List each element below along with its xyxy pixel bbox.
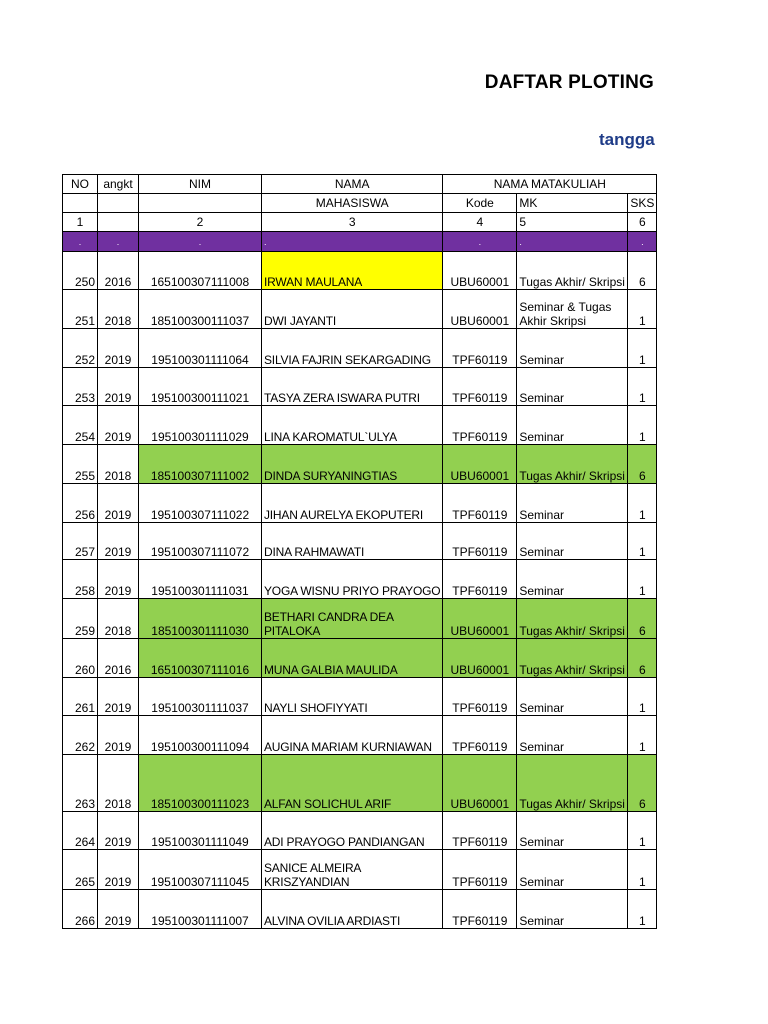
row-angkt: 2018 — [98, 755, 139, 812]
row-nama: TASYA ZERA ISWARA PUTRI — [262, 368, 443, 406]
row-kode: UBU60001 — [443, 445, 517, 484]
row-sks: 6 — [628, 599, 657, 639]
row-nim: 195100301111037 — [139, 678, 262, 716]
row-nim: 165100307111016 — [139, 639, 262, 678]
row-angkt: 2019 — [98, 890, 139, 929]
row-nama: YOGA WISNU PRIYO PRAYOGO — [262, 560, 443, 599]
row-nim: 195100307111022 — [139, 484, 262, 523]
row-mk: Seminar — [517, 523, 628, 560]
header-sks: SKS — [628, 194, 657, 213]
row-mk: Tugas Akhir/ Skripsi — [517, 755, 628, 812]
table-row — [63, 599, 657, 639]
header-nama-line2: MAHASISWA — [262, 194, 443, 213]
table-row — [63, 329, 657, 368]
row-sks: 1 — [628, 890, 657, 929]
ploting-table — [62, 174, 657, 929]
row-kode: TPF60119 — [443, 484, 517, 523]
table-row — [63, 812, 657, 850]
row-kode: UBU60001 — [443, 252, 517, 290]
header-no: NO — [63, 175, 98, 194]
row-nim: 165100307111008 — [139, 252, 262, 290]
row-sks: 1 — [628, 812, 657, 850]
row-no: 250 — [63, 252, 98, 290]
row-nama: ALFAN SOLICHUL ARIF — [262, 755, 443, 812]
row-sks: 6 — [628, 639, 657, 678]
header-angkt: angkt — [98, 175, 139, 194]
row-mk: Seminar — [517, 678, 628, 716]
table-row — [63, 523, 657, 560]
colnum-empty — [98, 213, 139, 232]
row-kode: TPF60119 — [443, 560, 517, 599]
row-no: 263 — [63, 755, 98, 812]
row-kode: TPF60119 — [443, 890, 517, 929]
row-nim: 185100300111023 — [139, 755, 262, 812]
separator-dot: . — [262, 232, 443, 252]
row-no: 258 — [63, 560, 98, 599]
row-nama: NAYLI SHOFIYYATI — [262, 678, 443, 716]
row-no: 255 — [63, 445, 98, 484]
row-nim: 195100307111045 — [139, 850, 262, 890]
header-nim: NIM — [139, 175, 262, 194]
row-nama: LINA KAROMATUL`ULYA — [262, 406, 443, 445]
row-no: 252 — [63, 329, 98, 368]
row-no: 256 — [63, 484, 98, 523]
row-nama: DINA RAHMAWATI — [262, 523, 443, 560]
row-sks: 1 — [628, 329, 657, 368]
row-no: 253 — [63, 368, 98, 406]
table-row — [63, 560, 657, 599]
row-angkt: 2019 — [98, 716, 139, 755]
table-row — [63, 850, 657, 890]
row-angkt: 2019 — [98, 812, 139, 850]
header-matakuliah: NAMA MATAKULIAH — [443, 175, 657, 194]
row-sks: 1 — [628, 406, 657, 445]
row-nim: 195100307111072 — [139, 523, 262, 560]
separator-row — [63, 232, 657, 252]
row-nama: SILVIA FAJRIN SEKARGADING — [262, 329, 443, 368]
table-row — [63, 368, 657, 406]
colnum-nim: 2 — [139, 213, 262, 232]
row-mk: Tugas Akhir/ Skripsi — [517, 252, 628, 290]
row-sks: 1 — [628, 716, 657, 755]
row-nama: MUNA GALBIA MAULIDA — [262, 639, 443, 678]
row-mk: Seminar — [517, 329, 628, 368]
row-kode: TPF60119 — [443, 406, 517, 445]
row-mk: Seminar — [517, 716, 628, 755]
row-nama: ADI PRAYOGO PANDIANGAN — [262, 812, 443, 850]
row-angkt: 2018 — [98, 445, 139, 484]
header-nama-line1: NAMA — [262, 175, 443, 194]
row-nama: AUGINA MARIAM KURNIAWAN — [262, 716, 443, 755]
table-row — [63, 890, 657, 929]
table-row — [63, 755, 657, 812]
row-no: 254 — [63, 406, 98, 445]
row-mk: Tugas Akhir/ Skripsi — [517, 445, 628, 484]
row-angkt: 2019 — [98, 368, 139, 406]
row-sks: 1 — [628, 523, 657, 560]
row-sks: 1 — [628, 560, 657, 599]
row-nim: 195100301111007 — [139, 890, 262, 929]
row-nama: DWI JAYANTI — [262, 290, 443, 329]
row-angkt: 2018 — [98, 290, 139, 329]
header-mk: MK — [517, 194, 628, 213]
row-no: 261 — [63, 678, 98, 716]
header-number-row — [63, 213, 657, 232]
row-mk: Seminar — [517, 368, 628, 406]
table-row — [63, 639, 657, 678]
row-angkt: 2016 — [98, 252, 139, 290]
row-angkt: 2019 — [98, 850, 139, 890]
document-title: DAFTAR PLOTING — [484, 72, 654, 93]
row-nama: SANICE ALMEIRA KRISZYANDIAN — [262, 850, 443, 890]
header-row-2 — [63, 194, 657, 213]
row-mk: Seminar — [517, 560, 628, 599]
separator-dot: . — [139, 232, 262, 252]
row-no: 251 — [63, 290, 98, 329]
row-mk: Seminar — [517, 850, 628, 890]
row-kode: TPF60119 — [443, 329, 517, 368]
row-angkt: 2019 — [98, 406, 139, 445]
header-kode: Kode — [443, 194, 517, 213]
row-no: 265 — [63, 850, 98, 890]
row-nim: 195100300111021 — [139, 368, 262, 406]
row-nim: 195100300111094 — [139, 716, 262, 755]
separator-dot: . — [63, 232, 98, 252]
row-mk: Seminar — [517, 890, 628, 929]
table-row — [63, 406, 657, 445]
header-empty-cell — [98, 194, 139, 213]
row-mk: Tugas Akhir/ Skripsi — [517, 599, 628, 639]
row-angkt: 2019 — [98, 484, 139, 523]
header-empty-cell — [139, 194, 262, 213]
row-nim: 195100301111031 — [139, 560, 262, 599]
row-kode: UBU60001 — [443, 639, 517, 678]
colnum-sks: 6 — [628, 213, 657, 232]
row-sks: 1 — [628, 484, 657, 523]
table-row — [63, 445, 657, 484]
row-kode: TPF60119 — [443, 523, 517, 560]
row-mk: Tugas Akhir/ Skripsi — [517, 639, 628, 678]
row-no: 260 — [63, 639, 98, 678]
row-angkt: 2019 — [98, 329, 139, 368]
row-nim: 185100301111030 — [139, 599, 262, 639]
row-sks: 1 — [628, 850, 657, 890]
row-sks: 6 — [628, 445, 657, 484]
row-mk: Seminar & Tugas Akhir Skripsi — [517, 290, 628, 329]
row-angkt: 2018 — [98, 599, 139, 639]
row-angkt: 2016 — [98, 639, 139, 678]
row-no: 259 — [63, 599, 98, 639]
colnum-mk: 5 — [517, 213, 628, 232]
row-no: 264 — [63, 812, 98, 850]
row-mk: Seminar — [517, 406, 628, 445]
row-sks: 6 — [628, 252, 657, 290]
row-kode: TPF60119 — [443, 716, 517, 755]
row-no: 257 — [63, 523, 98, 560]
row-nim: 185100300111037 — [139, 290, 262, 329]
row-angkt: 2019 — [98, 678, 139, 716]
row-nama: BETHARI CANDRA DEA PITALOKA — [262, 599, 443, 639]
row-kode: UBU60001 — [443, 290, 517, 329]
row-sks: 1 — [628, 290, 657, 329]
table-row — [63, 678, 657, 716]
row-kode: UBU60001 — [443, 599, 517, 639]
row-angkt: 2019 — [98, 523, 139, 560]
separator-dot: . — [98, 232, 139, 252]
row-nim: 195100301111064 — [139, 329, 262, 368]
document-subtitle: tangga — [599, 130, 655, 149]
row-kode: TPF60119 — [443, 850, 517, 890]
colnum-nama: 3 — [262, 213, 443, 232]
row-nama: ALVINA OVILIA ARDIASTI — [262, 890, 443, 929]
row-mk: Seminar — [517, 812, 628, 850]
row-sks: 1 — [628, 368, 657, 406]
row-kode: TPF60119 — [443, 368, 517, 406]
colnum-no: 1 — [63, 213, 98, 232]
row-sks: 6 — [628, 755, 657, 812]
row-nama: IRWAN MAULANA — [262, 252, 443, 290]
header-row-1 — [63, 175, 657, 194]
row-nama: DINDA SURYANINGTIAS — [262, 445, 443, 484]
row-no: 266 — [63, 890, 98, 929]
row-kode: TPF60119 — [443, 678, 517, 716]
row-angkt: 2019 — [98, 560, 139, 599]
row-nim: 195100301111029 — [139, 406, 262, 445]
row-nama: JIHAN AURELYA EKOPUTERI — [262, 484, 443, 523]
table-row — [63, 484, 657, 523]
row-nim: 185100307111002 — [139, 445, 262, 484]
row-kode: UBU60001 — [443, 755, 517, 812]
row-sks: 1 — [628, 678, 657, 716]
row-nim: 195100301111049 — [139, 812, 262, 850]
row-mk: Seminar — [517, 484, 628, 523]
table-row — [63, 290, 657, 329]
colnum-kode: 4 — [443, 213, 517, 232]
table-row — [63, 716, 657, 755]
separator-dot: . — [517, 232, 628, 252]
row-no: 262 — [63, 716, 98, 755]
separator-dot: . — [443, 232, 517, 252]
row-kode: TPF60119 — [443, 812, 517, 850]
header-empty-cell — [63, 194, 98, 213]
table-row — [63, 252, 657, 290]
separator-dot: . — [628, 232, 657, 252]
